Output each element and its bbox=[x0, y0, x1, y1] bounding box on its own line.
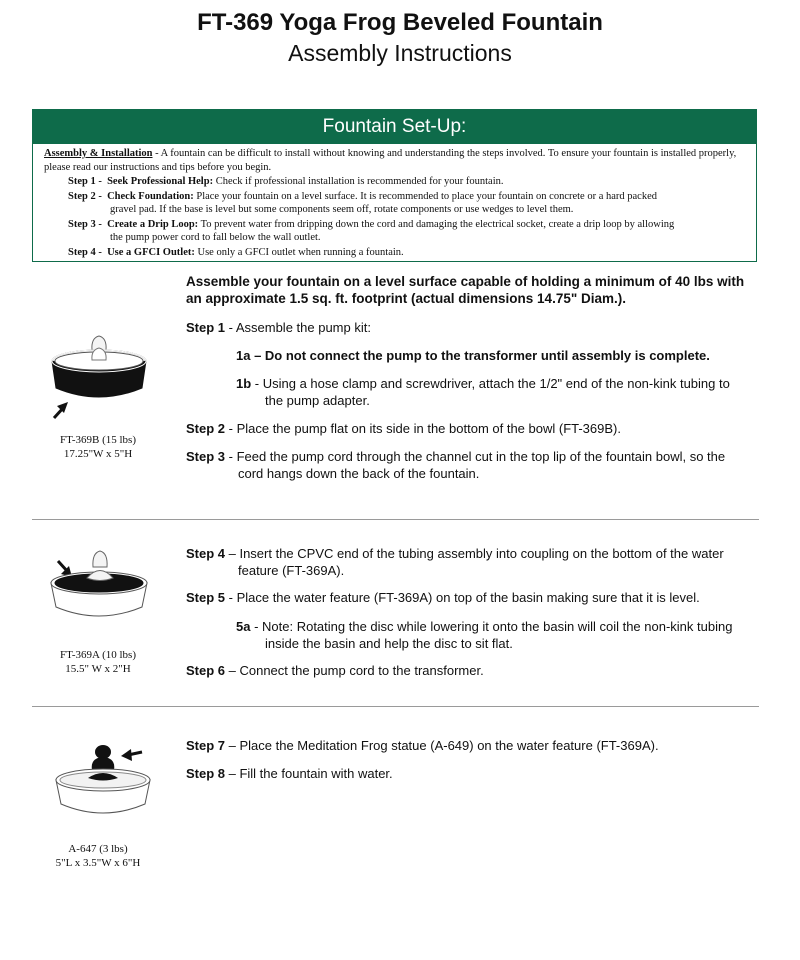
step-7 bbox=[186, 737, 756, 754]
setup-intro-text: - A fountain can be difficult to install without knowing and understanding the steps involved. To ensure your fountain is installed properly, please read our instructions and tips before you begin. bbox=[44, 148, 737, 173]
step-label: Step 5 bbox=[186, 590, 226, 605]
caption-line: 17.25"W x 5"H bbox=[63, 448, 133, 460]
setup-heading: Fountain Set-Up: bbox=[33, 110, 756, 144]
step-text: - Using a hose clamp and screwdriver, attach the 1/2" end of the non-kink tubing to bbox=[251, 376, 730, 391]
step-text: – Insert the CPVC end of the tubing assembly into coupling on the bottom of the water bbox=[225, 546, 724, 561]
step-3 bbox=[186, 448, 756, 482]
setup-step-num: Step 4 - bbox=[68, 246, 102, 258]
setup-step-cont: the pump power cord to fall below the wall outlet. bbox=[110, 232, 321, 243]
water-feature-illustration bbox=[44, 545, 154, 625]
substep-1b bbox=[236, 375, 758, 409]
setup-step-title: Check Foundation: bbox=[107, 190, 194, 202]
setup-step-title: Seek Professional Help: bbox=[107, 176, 214, 187]
setup-step-title: Use a GFCI Outlet: bbox=[107, 246, 195, 258]
substep-1a bbox=[236, 347, 758, 364]
step-text-cont: inside the basin and help the disc to sit flat. bbox=[265, 636, 513, 651]
step-8 bbox=[186, 765, 756, 782]
step-text: - Feed the pump cord through the channel cut in the top lip of the fountain bowl, so the bbox=[225, 449, 726, 464]
step-text-cont: the pump adapter. bbox=[265, 393, 370, 408]
step-label: Step 6 bbox=[186, 663, 226, 678]
step-text-cont: cord hangs down the back of the fountain. bbox=[238, 466, 480, 481]
caption-line: 15.5" W x 2"H bbox=[65, 663, 131, 675]
setup-step-title: Create a Drip Loop: bbox=[107, 218, 199, 230]
step-label: 1b bbox=[236, 376, 252, 391]
setup-step-cont: gravel pad. If the base is level but some components seem off, rotate components or use wedges to level them. bbox=[110, 204, 574, 215]
arrow-icon bbox=[54, 402, 68, 418]
step-text-cont: feature (FT-369A). bbox=[238, 563, 345, 578]
step-text: - Place the pump flat on its side in the bottom of the bowl (FT-369B). bbox=[225, 421, 621, 436]
step-label: Step 3 bbox=[186, 449, 226, 464]
step-label: Step 4 bbox=[186, 546, 226, 561]
step-2 bbox=[186, 420, 756, 437]
step-text: – Connect the pump cord to the transformer. bbox=[225, 663, 484, 678]
lead-instructions: Assemble your fountain on a level surface capable of holding a minimum of 40 lbs with an approximate 1.5 sq. ft. footprint (actual dimensions 14.75" Diam.). bbox=[186, 274, 745, 306]
step-label: Step 7 bbox=[186, 738, 226, 753]
frog-statue-icon bbox=[87, 551, 113, 581]
setup-step-num: Step 3 - bbox=[68, 218, 102, 230]
frog-statue-illustration bbox=[48, 740, 158, 822]
setup-step-4 bbox=[44, 246, 746, 260]
step-5 bbox=[186, 589, 756, 606]
setup-intro-label: Assembly & Installation bbox=[44, 148, 153, 159]
step-label: Step 1 bbox=[186, 320, 226, 335]
frog-caption bbox=[18, 842, 178, 870]
section-divider bbox=[32, 519, 759, 520]
setup-step-text: To prevent water from dripping down the cord and damaging the electrical socket, create a drip loop by allowing bbox=[200, 218, 675, 230]
setup-box bbox=[32, 109, 757, 262]
page-title: FT-369 Yoga Frog Beveled Fountain bbox=[197, 9, 603, 36]
setup-step-text: Check if professional installation is recommended for your fountain. bbox=[215, 176, 504, 187]
step-label: 5a bbox=[236, 619, 251, 634]
bowl-illustration bbox=[44, 330, 154, 422]
setup-step-3 bbox=[44, 218, 746, 245]
setup-step-text: Place your fountain on a level surface. It is recommended to place your fountain on concrete or a hard packed bbox=[196, 190, 658, 202]
setup-step-2 bbox=[44, 190, 746, 217]
caption-line: 5"L x 3.5"W x 6"H bbox=[55, 857, 141, 869]
step-4 bbox=[186, 545, 756, 579]
caption-line: FT-369A (10 lbs) bbox=[60, 649, 136, 661]
setup-step-num: Step 2 - bbox=[68, 190, 102, 202]
step-text: - Note: Rotating the disc while lowering it onto the basin will coil the non-kink tubing bbox=[250, 619, 733, 634]
step-text: – Fill the fountain with water. bbox=[225, 766, 393, 781]
step-1 bbox=[186, 319, 756, 336]
section-divider bbox=[32, 706, 759, 707]
substep-5a bbox=[236, 618, 758, 652]
caption-line: FT-369B (15 lbs) bbox=[60, 434, 136, 446]
step-text: - Assemble the pump kit: bbox=[225, 320, 371, 335]
step-label: 1a bbox=[236, 348, 251, 363]
step-text: - Place the water feature (FT-369A) on top of the basin making sure that it is level. bbox=[225, 590, 700, 605]
step-label: Step 8 bbox=[186, 766, 226, 781]
page-subtitle: Assembly Instructions bbox=[288, 40, 512, 66]
bowl-caption bbox=[18, 433, 178, 461]
step-text: – Do not connect the pump to the transformer until assembly is complete. bbox=[250, 348, 710, 363]
water-feature-caption bbox=[18, 648, 178, 676]
setup-body bbox=[33, 144, 756, 259]
step-text: – Place the Meditation Frog statue (A-649) on the water feature (FT-369A). bbox=[225, 738, 659, 753]
arrow-icon bbox=[121, 749, 142, 761]
setup-step-1 bbox=[44, 175, 746, 189]
setup-step-num: Step 1 - bbox=[68, 176, 102, 187]
step-label: Step 2 bbox=[186, 421, 226, 436]
step-6 bbox=[186, 662, 756, 679]
setup-intro bbox=[44, 147, 746, 174]
caption-line: A-647 (3 lbs) bbox=[68, 843, 128, 855]
setup-step-text: Use only a GFCI outlet when running a fountain. bbox=[197, 246, 404, 258]
